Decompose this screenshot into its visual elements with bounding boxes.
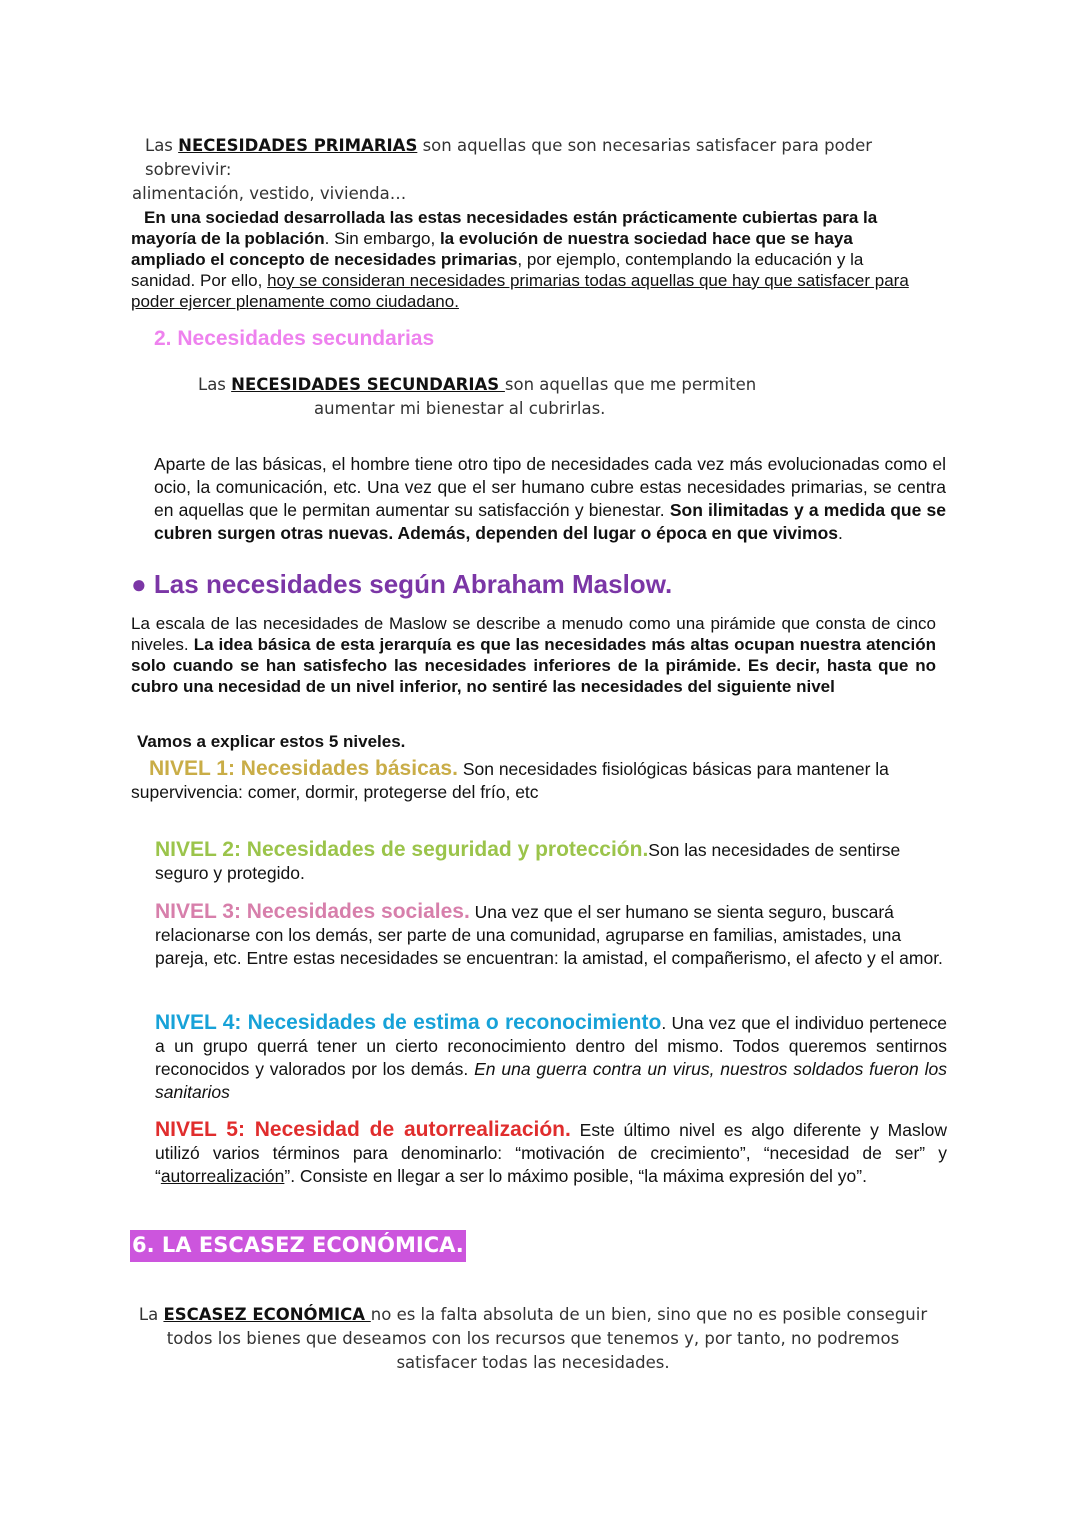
primarias-line-2: alimentación, vestido, vivienda… xyxy=(132,184,407,203)
nivel-4-paragraph: NIVEL 4: Necesidades de estima o reconocimiento. Una vez que el individuo pertenece a un grupo querrá tener un cierto reconocimiento dentro del mismo. Todos queremos sentirnos reconocidos y valorados por los demás. En una guerra contra un virus, nuestros soldados fueron los sanitarios xyxy=(155,1011,947,1102)
nivel-1-paragraph: NIVEL 1: Necesidades básicas. Son necesidades fisiológicas básicas para mantener la supervivencia: comer, dormir, protegerse del frío, etc xyxy=(131,757,889,802)
maslow-paragraph: La escala de las necesidades de Maslow se describe a menudo como una pirámide que consta de cinco niveles. La idea básica de esta jerarquía es que las necesidades más altas ocupan nuestra atención solo cuando se han satisfecho las necesidades inferiores de la pirámide. Es decir, hasta que no cubro una necesidad de un nivel inferior, no sentiré las necesidades del siguiente nivel xyxy=(131,614,936,696)
aparte-paragraph: Aparte de las básicas, el hombre tiene otro tipo de necesidades cada vez más evolucionadas como el ocio, la comunicación, etc. Una vez que el ser humano cubre estas necesidades primarias, se centra en aquellas que le permitan aumentar su satisfacción y bienestar. Son ilimitadas y a medida que se cubren surgen otras nuevas. Además, dependen del lugar o época en que vivimos. xyxy=(154,454,946,543)
secundarias-term: NECESIDADES SECUNDARIAS xyxy=(231,375,505,394)
vamos-line: Vamos a explicar estos 5 niveles. xyxy=(137,732,406,751)
section-2-heading: 2. Necesidades secundarias xyxy=(154,327,435,350)
escasez-line-2: todos los bienes que deseamos con los recursos que tenemos y, por tanto, no podremos xyxy=(166,1329,900,1348)
secundarias-paragraph xyxy=(198,373,758,421)
nivel-4-title: NIVEL 4: Necesidades de estima o reconocimiento xyxy=(155,1011,662,1034)
secundarias-line-2: aumentar mi bienestar al cubrirlas. xyxy=(314,399,606,418)
section-6-heading-box xyxy=(130,1233,466,1257)
nivel-3-title: NIVEL 3: Necesidades sociales. xyxy=(155,900,470,923)
maslow-heading: ● Las necesidades según Abraham Maslow. xyxy=(131,569,673,599)
primarias-paragraph xyxy=(132,134,952,206)
nivel-5-title: NIVEL 5: Necesidad de autorrealización. xyxy=(155,1118,571,1141)
escasez-term: ESCASEZ ECONÓMICA xyxy=(163,1305,371,1324)
desarrollada-paragraph: En una sociedad desarrollada las estas necesidades están prácticamente cubiertas para la mayoría de la población. Sin embargo, la evolución de nuestra sociedad hace que se haya ampliado el concepto de necesidades primarias, por ejemplo, contemplando la educación y la sanidad. Por ello, hoy se consideran necesidades primarias todas aquellas que hay que satisfacer para poder ejercer plenamente como ciudadano. xyxy=(131,208,909,311)
nivel-2-title: NIVEL 2: Necesidades de seguridad y protección. xyxy=(155,838,649,861)
escasez-paragraph xyxy=(130,1303,936,1375)
nivel-3-paragraph: NIVEL 3: Necesidades sociales. Una vez que el ser humano se sienta seguro, buscará relacionarse con los demás, ser parte de una comunidad, agruparse en familias, amistades, una pareja, etc. Entre estas necesidades se encuentran: la amistad, el compañerismo, el afecto y el amor. xyxy=(155,900,943,968)
nivel-5-paragraph: NIVEL 5: Necesidad de autorrealización. Este último nivel es algo diferente y Maslow utilizó varios términos para denominarlo: “motivación de crecimiento”, “necesidad de ser” y “autorrealización”. Consiste en llegar a ser lo máximo posible, “la máxima expresión del yo”. xyxy=(155,1118,948,1186)
escasez-line-1: La ESCASEZ ECONÓMICA no es la falta absoluta de un bien, sino que no es posible conseguir xyxy=(138,1305,928,1324)
primarias-term: NECESIDADES PRIMARIAS xyxy=(178,136,418,155)
section-6-heading: 6. LA ESCASEZ ECONÓMICA. xyxy=(130,1230,466,1262)
nivel-2-paragraph: NIVEL 2: Necesidades de seguridad y protección.Son las necesidades de sentirse seguro y protegido. xyxy=(155,838,901,883)
primarias-line-1: Las NECESIDADES PRIMARIAS son aquellas que son necesarias satisfacer para poder sobrevivir: xyxy=(145,136,873,179)
nivel-1-title: NIVEL 1: Necesidades básicas. xyxy=(149,757,458,780)
secundarias-line-1: Las NECESIDADES SECUNDARIAS son aquellas que me permiten xyxy=(198,375,757,394)
escasez-line-3: satisfacer todas las necesidades. xyxy=(396,1353,670,1372)
